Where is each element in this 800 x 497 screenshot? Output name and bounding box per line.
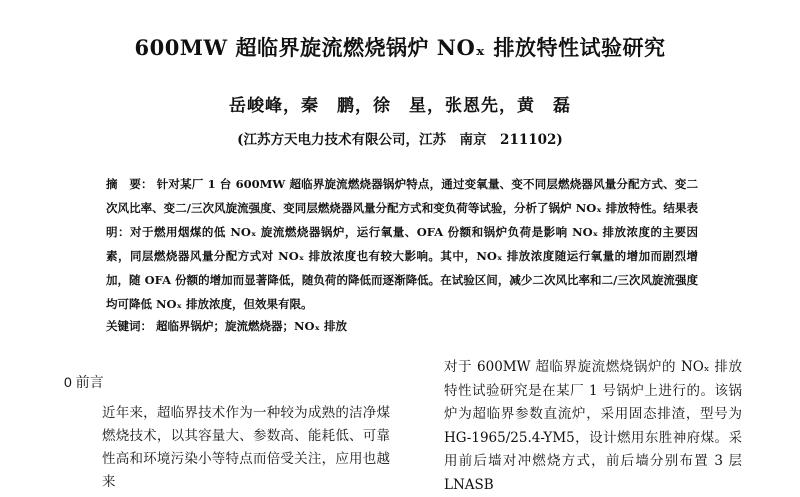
left-paragraph: 近年来，超临界技术作为一种较为成熟的洁净煤燃烧技术，以其容量大、参数高、能耗低、可靠性高和环境污染小等特点而倍受关注，应用也越来 [102,405,390,490]
paper-title: 600MW 超临界旋流燃烧锅炉 NOₓ 排放特性试验研究 [134,35,666,60]
keywords-text: 超临界锅炉；旋流燃烧器；NOₓ 排放 [156,319,347,333]
section-heading: 0 前言 [64,374,104,390]
author-list: 岳峻峰，秦 鹏，徐 星，张恩先，黄 磊 [229,96,571,116]
abstract-label: 摘 要： [106,177,153,191]
abstract-text: 针对某厂 1 台 600MW 超临界旋流燃烧器锅炉特点，通过变氧量、变不同层燃烧器风量分配方式、变二次风比率、变二/三次风旋流强度、变同层燃烧器风量分配方式和变负荷等试验，分析了锅炉 NOₓ 排放特性。结果表明：对于燃用烟煤的低 NOₓ 旋流燃烧器锅炉，运行氧量、OFA 份额和锅炉负荷是影响 NOₓ 排放浓度的主要因素，同层燃烧器风量分配方式对 NOₓ 排放浓度也有较大影响。其中，NOₓ 排放浓度随运行氧量的增加而剧烈增加，随 OFA 份额的增加而显著降低，随负荷的降低而逐渐降低。在试验区间，减少二次风比率和二/三次风旋流强度均可降低 NOₓ 排放浓度，但效果有限。 [106,177,698,311]
left-column [74,402,390,494]
affiliation: (江苏方天电力技术有限公司，江苏 南京 211102) [237,132,563,148]
abstract [106,172,698,316]
right-column [416,356,742,497]
keywords-label: 关键词： [106,319,152,333]
keywords [106,318,698,334]
right-paragraph: 对于 600MW 超临界旋流燃烧锅炉的 NOₓ 排放特性试验研究是在某厂 1 号锅炉上进行的。该锅炉为超临界参数直流炉，采用固态排渣，型号为 HG-1965/25.4-YM5，设计燃用东胜神府煤。采用前后墙对冲燃烧方式，前后墙分别布置 3 层 LNASB [444,359,742,493]
